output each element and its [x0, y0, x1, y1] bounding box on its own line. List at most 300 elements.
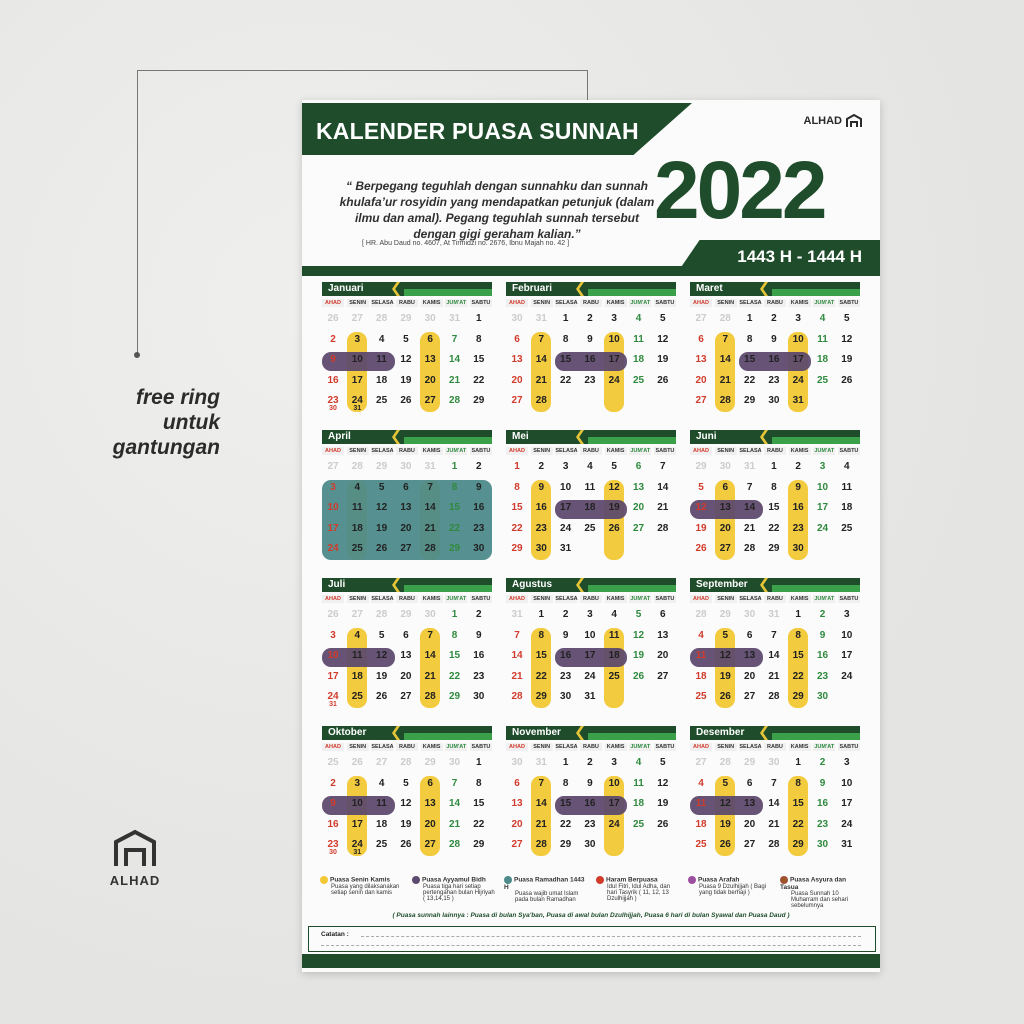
legend-title: Puasa Senin Kamis	[330, 876, 390, 884]
month-header	[322, 578, 492, 592]
date-cell: 6	[746, 777, 753, 789]
date-cell: 24	[327, 691, 339, 702]
date-cell: 16	[816, 798, 829, 809]
day-name: JUM'AT	[630, 744, 651, 750]
date-cell: 7	[451, 777, 458, 789]
date-cell: 28	[768, 839, 780, 850]
date-cell: 23	[768, 374, 780, 386]
date-cell: 25	[816, 374, 829, 386]
date-cell: 6	[698, 333, 704, 345]
date-cell: 14	[657, 481, 669, 493]
date-cell: 1	[562, 313, 569, 324]
date-cell: 6	[722, 481, 729, 493]
prev-month-day: 31	[535, 313, 547, 324]
hadith-source: [ HR. Abu Daud no. 4607, At Tirmidzi no. 2676, Ibnu Majah no. 42 ]	[362, 240, 570, 247]
prev-month-day: 28	[376, 609, 388, 620]
date-cell: 23	[473, 670, 485, 682]
date-cell: 27	[511, 839, 523, 850]
date-cell: 29	[768, 543, 780, 554]
chevron-icon	[576, 430, 584, 444]
date-cell: 22	[511, 522, 523, 534]
date-cell: 23	[473, 522, 485, 534]
date-cell: 16	[560, 650, 572, 661]
date-cell: 26	[657, 818, 669, 830]
date-cell: 3	[795, 313, 801, 324]
month-september	[690, 578, 860, 716]
date-cell: 27	[424, 839, 436, 850]
date-cell: 19	[376, 522, 388, 534]
day-name: JUM'AT	[814, 596, 835, 602]
date-cell: 30	[768, 395, 780, 406]
date-cell: 22	[744, 374, 756, 386]
day-name: AHAD	[322, 447, 344, 455]
date-cell: 15	[473, 798, 485, 809]
date-cell: 16	[792, 502, 804, 513]
date-cell: 23	[816, 670, 829, 682]
side-caption	[60, 385, 220, 460]
day-name: SABTU	[655, 744, 675, 750]
logo-icon	[112, 828, 158, 868]
date-cell: 14	[448, 798, 461, 809]
hadith-quote: “ Berpegang teguhlah dengan sunnahku dan sunnah khulafa’ur rosyidin yang mendapatkan petunjuk (dalam ilmu dan amal). Pegang teguhlah sunnah tersebut dengan gigi geraham kalian.”	[339, 179, 655, 241]
date-cell: 17	[351, 374, 363, 386]
date-cell: 21	[744, 522, 756, 534]
prev-month-day: 30	[768, 757, 780, 768]
prev-month-day: 30	[400, 461, 412, 472]
day-name: SELASA	[371, 744, 394, 750]
date-cell: 25	[632, 374, 645, 386]
month-maret	[690, 282, 860, 420]
day-name: SENIN	[715, 299, 737, 307]
day-names	[506, 743, 676, 751]
date-cell: 24	[608, 374, 620, 386]
date-cell: 22	[535, 670, 547, 682]
date-cell: 20	[632, 502, 645, 513]
date-cell: 2	[562, 609, 569, 620]
date-cell: 18	[608, 650, 620, 661]
hijri-strip	[588, 585, 676, 592]
date-cell: 24	[792, 374, 804, 386]
date-cell: 21	[448, 818, 461, 830]
date-cell: 10	[327, 650, 339, 661]
date-cell: 6	[635, 461, 642, 472]
prev-month-day: 31	[424, 461, 436, 472]
date-cell: 4	[635, 757, 642, 768]
date-cell: 29	[473, 395, 485, 406]
date-cell: 22	[473, 818, 485, 830]
date-grid	[322, 460, 492, 560]
date-cell: 7	[427, 629, 433, 641]
date-cell: 22	[560, 374, 572, 386]
date-cell: 29	[744, 395, 756, 406]
legend-item	[688, 876, 773, 896]
other-sunnah-note: ( Puasa sunnah lainnya : Puasa di bulan Sya'ban, Puasa di awal bulan Dzulhijjah, Puasa 6 hari di bulan Syawal dan Puasa Daud )	[392, 912, 790, 919]
day-name: SABTU	[471, 448, 491, 454]
date-cell: 8	[562, 333, 569, 345]
date-cell: 15	[792, 798, 804, 809]
prev-month-day: 27	[695, 313, 707, 324]
date-cell: 2	[587, 757, 593, 768]
prev-month-day: 26	[327, 313, 339, 324]
date-cell: 13	[632, 481, 645, 493]
date-cell: 16	[327, 374, 339, 386]
day-name: AHAD	[690, 743, 712, 751]
chevron-icon	[760, 726, 768, 740]
day-name: SENIN	[715, 743, 737, 751]
prev-month-day: 28	[400, 757, 412, 768]
date-cell: 14	[719, 354, 731, 365]
date-cell: 11	[352, 650, 363, 661]
date-cell: 13	[695, 354, 707, 365]
date-cell: 23	[792, 522, 804, 534]
date-cell: 7	[427, 481, 433, 493]
notes-line	[321, 945, 861, 946]
day-name: AHAD	[690, 299, 712, 307]
date-cell: 4	[844, 461, 850, 472]
date-cell: 4	[819, 313, 826, 324]
date-cell: 9	[330, 354, 336, 365]
hijri-strip	[772, 585, 860, 592]
date-cell: 19	[657, 798, 669, 809]
date-cell: 10	[841, 629, 853, 641]
prev-month-day: 29	[719, 609, 731, 620]
date-cell: 27	[744, 691, 756, 702]
date-cell: 1	[562, 757, 569, 768]
day-name: SABTU	[471, 744, 491, 750]
date-cell: 3	[819, 461, 826, 472]
day-names	[506, 299, 676, 307]
day-name: SABTU	[655, 300, 675, 306]
date-cell: 17	[841, 798, 853, 809]
date-cell: 14	[768, 650, 780, 661]
date-cell: 16	[584, 354, 596, 365]
date-cell: 30	[560, 691, 572, 702]
date-cell: 21	[768, 670, 780, 682]
date-cell: 11	[376, 354, 387, 365]
date-cell: 20	[400, 522, 412, 534]
date-cell: 20	[744, 670, 756, 682]
date-cell: 31	[353, 405, 362, 412]
month-header	[690, 282, 860, 296]
date-cell: 14	[511, 650, 523, 661]
month-name: Maret	[696, 283, 723, 294]
date-cell: 2	[476, 609, 482, 620]
day-names	[690, 743, 860, 751]
date-cell: 29	[448, 543, 461, 554]
day-name: KAMIS	[421, 447, 443, 455]
day-name: SABTU	[655, 596, 675, 602]
date-cell: 18	[632, 798, 645, 809]
day-names	[690, 299, 860, 307]
date-cell: 24	[608, 818, 620, 830]
date-cell: 18	[351, 522, 363, 534]
date-cell: 21	[511, 670, 523, 682]
date-cell: 17	[351, 818, 363, 830]
date-cell: 10	[841, 777, 853, 789]
month-name: Oktober	[328, 727, 367, 738]
date-cell: 9	[476, 629, 482, 641]
legend-dot-icon	[320, 876, 328, 884]
day-name: SELASA	[371, 596, 394, 602]
date-cell: 23	[535, 522, 547, 534]
date-cell: 2	[795, 461, 801, 472]
date-cell: 2	[587, 313, 593, 324]
date-grid	[322, 756, 492, 856]
month-name: Juli	[328, 579, 346, 590]
date-cell: 3	[354, 333, 361, 345]
date-cell: 15	[792, 650, 804, 661]
date-cell: 30	[584, 839, 596, 850]
date-cell: 4	[611, 609, 617, 620]
date-cell: 16	[816, 650, 829, 661]
date-cell: 3	[562, 461, 569, 472]
date-cell: 8	[451, 481, 458, 493]
date-cell: 13	[400, 502, 412, 513]
legend-title: Puasa Arafah	[698, 876, 740, 884]
date-cell: 13	[511, 354, 523, 365]
prev-month-day: 31	[448, 313, 461, 324]
day-name: SELASA	[555, 448, 578, 454]
date-cell: 25	[376, 395, 388, 406]
date-cell: 9	[562, 629, 569, 641]
chevron-icon	[760, 430, 768, 444]
pointer-dot	[134, 352, 140, 358]
date-cell: 24	[816, 522, 829, 534]
date-cell: 8	[476, 777, 482, 789]
legend-item	[412, 876, 497, 902]
date-cell: 9	[819, 777, 826, 789]
date-cell: 30	[329, 405, 337, 412]
prev-month-day: 27	[695, 757, 707, 768]
day-name: JUM'AT	[630, 596, 651, 602]
date-cell: 12	[608, 481, 620, 493]
date-cell: 7	[771, 777, 777, 789]
day-name: SELASA	[555, 596, 578, 602]
date-cell: 11	[608, 629, 620, 641]
chevron-icon	[576, 726, 584, 740]
date-cell: 8	[514, 481, 520, 493]
month-name: Juni	[696, 431, 717, 442]
date-cell: 12	[841, 333, 853, 345]
date-cell: 26	[608, 522, 620, 534]
date-cell: 13	[511, 798, 523, 809]
day-name: KAMIS	[789, 299, 811, 307]
date-cell: 10	[792, 333, 804, 345]
legend-title: Puasa Ayyamul Bidh	[422, 876, 486, 884]
date-cell: 28	[768, 691, 780, 702]
date-cell: 12	[376, 650, 388, 661]
legend-item	[504, 876, 589, 903]
prev-month-day: 29	[695, 461, 707, 472]
date-cell: 27	[719, 543, 731, 554]
date-cell: 3	[330, 481, 336, 493]
date-cell: 13	[744, 798, 756, 809]
hijri-strip	[588, 733, 676, 740]
day-names	[690, 447, 860, 455]
date-cell: 22	[473, 374, 485, 386]
chevron-icon	[392, 726, 400, 740]
date-cell: 5	[660, 313, 666, 324]
date-cell: 16	[535, 502, 547, 513]
month-header	[690, 578, 860, 592]
date-cell: 4	[378, 777, 385, 789]
date-cell: 14	[535, 354, 547, 365]
date-cell: 9	[795, 481, 801, 493]
date-cell: 21	[535, 818, 547, 830]
chevron-icon	[576, 578, 584, 592]
date-cell: 15	[560, 354, 572, 365]
date-cell: 27	[424, 395, 436, 406]
date-cell: 7	[771, 629, 777, 641]
date-cell: 2	[819, 757, 826, 768]
date-cell: 5	[403, 333, 409, 345]
date-cell: 26	[376, 691, 388, 702]
date-cell: 28	[535, 839, 547, 850]
day-name: SELASA	[739, 596, 762, 602]
date-cell: 17	[327, 670, 339, 682]
date-cell: 7	[660, 461, 666, 472]
month-juli	[322, 578, 492, 716]
day-name: SELASA	[739, 744, 762, 750]
prev-month-day: 28	[719, 757, 731, 768]
date-cell: 1	[476, 313, 482, 324]
side-caption-line2: untuk	[162, 411, 220, 434]
date-cell: 17	[560, 502, 572, 513]
date-cell: 1	[451, 609, 458, 620]
month-header	[322, 726, 492, 740]
chevron-icon	[760, 578, 768, 592]
legend-text: Puasa 9 Dzulhijjah ( Bagi yang tidak berhaji )	[699, 884, 767, 896]
date-cell: 25	[584, 522, 596, 534]
date-cell: 9	[771, 333, 777, 345]
legend-dot-icon	[780, 876, 788, 884]
date-cell: 10	[608, 777, 620, 789]
date-cell: 4	[354, 481, 361, 493]
date-cell: 21	[719, 374, 731, 386]
date-cell: 30	[473, 691, 485, 702]
date-cell: 1	[746, 313, 753, 324]
date-cell: 30	[329, 849, 337, 856]
date-cell: 11	[633, 777, 644, 789]
prev-month-day: 30	[424, 313, 436, 324]
date-cell: 21	[657, 502, 669, 513]
date-grid	[506, 312, 676, 412]
date-cell: 20	[400, 670, 412, 682]
month-november	[506, 726, 676, 864]
date-cell: 9	[538, 481, 545, 493]
date-cell: 18	[351, 670, 363, 682]
date-cell: 23	[584, 374, 596, 386]
day-name: RABU	[764, 595, 786, 603]
date-cell: 12	[695, 502, 707, 513]
date-cell: 26	[400, 395, 412, 406]
prev-month-day: 31	[744, 461, 756, 472]
day-name: SABTU	[471, 596, 491, 602]
date-cell: 30	[816, 691, 829, 702]
date-cell: 11	[695, 798, 707, 809]
date-cell: 11	[695, 650, 707, 661]
date-cell: 19	[719, 670, 731, 682]
date-cell: 25	[376, 839, 388, 850]
month-header	[322, 282, 492, 296]
date-grid	[690, 756, 860, 856]
day-name: SABTU	[839, 448, 859, 454]
poster-title: KALENDER PUASA SUNNAH	[316, 118, 639, 144]
date-cell: 10	[560, 481, 572, 493]
chevron-icon	[392, 282, 400, 296]
day-name: JUM'AT	[446, 744, 467, 750]
bottom-band	[302, 954, 880, 968]
date-cell: 29	[535, 691, 547, 702]
legend-item	[780, 876, 865, 909]
month-juni	[690, 430, 860, 568]
date-cell: 4	[635, 313, 642, 324]
hijri-strip	[772, 733, 860, 740]
legend-text: Puasa wajib umat Islam pada bulan Ramadhan	[515, 891, 579, 903]
date-cell: 27	[400, 543, 412, 554]
date-cell: 10	[327, 502, 339, 513]
date-cell: 7	[722, 333, 729, 345]
date-cell: 14	[448, 354, 461, 365]
day-names	[322, 299, 492, 307]
prev-month-day: 30	[448, 757, 461, 768]
month-header	[506, 282, 676, 296]
legend-dot-icon	[596, 876, 604, 884]
date-cell: 25	[351, 543, 363, 554]
date-cell: 12	[376, 502, 388, 513]
date-cell: 9	[330, 798, 336, 809]
date-cell: 13	[424, 798, 436, 809]
date-cell: 28	[744, 543, 756, 554]
date-cell: 28	[448, 839, 461, 850]
date-cell: 5	[722, 777, 729, 789]
date-cell: 31	[560, 543, 572, 554]
day-name: SELASA	[555, 300, 578, 306]
date-cell: 5	[635, 609, 642, 620]
day-name: RABU	[764, 447, 786, 455]
date-cell: 8	[795, 629, 801, 641]
date-grid	[506, 756, 676, 856]
date-cell: 22	[768, 522, 780, 534]
date-cell: 22	[792, 670, 804, 682]
chevron-icon	[760, 282, 768, 296]
day-name: JUM'AT	[814, 744, 835, 750]
prev-month-day: 31	[768, 609, 780, 620]
hijri-strip	[404, 289, 492, 296]
side-logo-name: ALHAD	[109, 873, 161, 888]
date-cell: 6	[403, 629, 409, 641]
prev-month-day: 29	[376, 461, 388, 472]
day-name: KAMIS	[789, 743, 811, 751]
date-cell: 31	[841, 839, 853, 850]
prev-month-day: 29	[424, 757, 436, 768]
prev-month-day: 29	[400, 313, 412, 324]
day-name: SENIN	[531, 299, 553, 307]
day-name: SABTU	[839, 744, 859, 750]
date-cell: 28	[719, 395, 731, 406]
hijri-strip	[404, 733, 492, 740]
prev-month-day: 30	[424, 609, 436, 620]
prev-month-day: 30	[511, 757, 523, 768]
month-name: Februari	[512, 283, 553, 294]
day-name: JUM'AT	[446, 300, 467, 306]
date-cell: 19	[608, 502, 620, 513]
day-name: SENIN	[347, 743, 369, 751]
date-cell: 19	[841, 354, 853, 365]
notes-box	[308, 926, 876, 952]
date-cell: 27	[400, 691, 412, 702]
date-cell: 26	[657, 374, 669, 386]
